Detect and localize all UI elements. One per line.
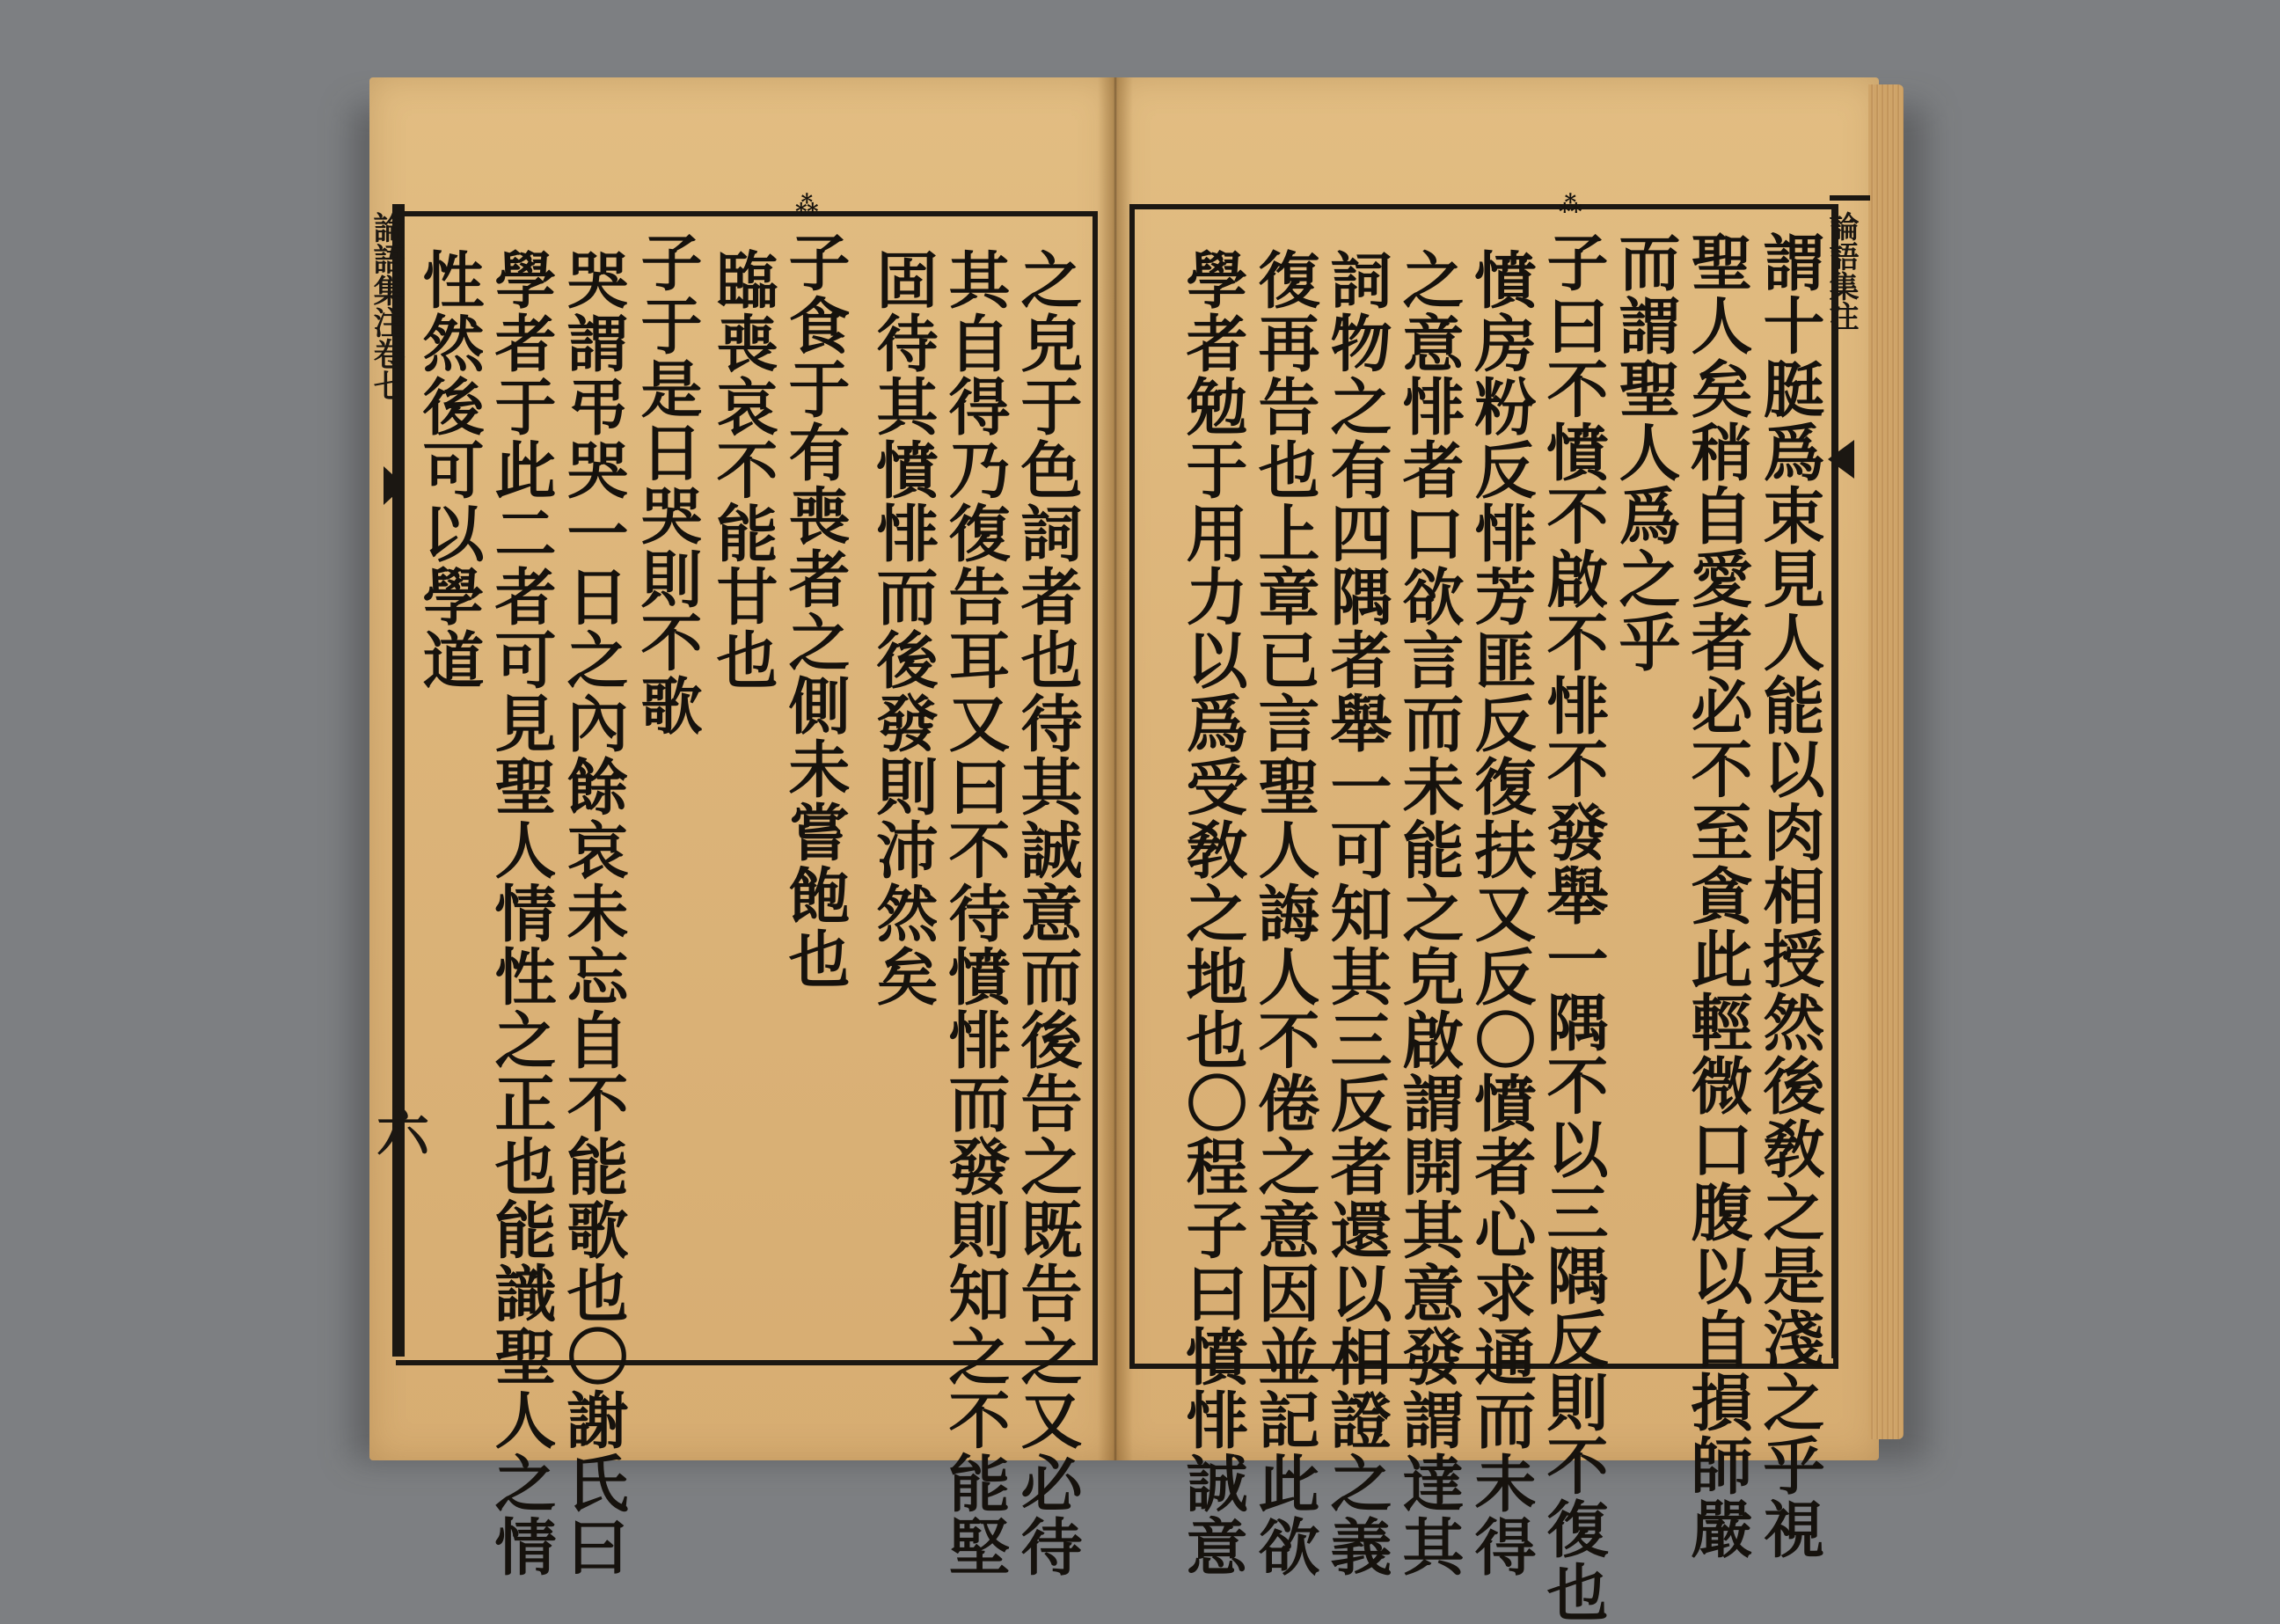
- left-col-3: 固待其憤悱而後發則沛然矣: [866, 248, 939, 1008]
- fold-mark-right: [1828, 440, 1854, 479]
- left-col-1: 之皃于色詞者也待其誠意而後告之既告之又必待: [1011, 248, 1084, 1578]
- book-gutter: [1098, 77, 1133, 1460]
- section-marker-left: ⁂: [795, 192, 815, 218]
- right-col-5: 憤房粉反悱芳匪反復扶又反〇憤者心求通而未得: [1465, 248, 1538, 1578]
- left-banxin-title: 論語集注卷七: [369, 211, 406, 401]
- left-col-7: 哭謂弔哭一日之內餘哀未忘自不能歌也〇謝氏曰: [557, 248, 630, 1578]
- right-col-9: 學者勉于用力以爲受敎之地也〇程子曰憤悱誠意: [1176, 248, 1249, 1578]
- banxin-title: 論語集注: [1823, 211, 1859, 331]
- leaf-number: 六: [376, 1102, 429, 1164]
- section-marker-right: ⁂: [1559, 192, 1579, 218]
- right-col-8: 復再告也上章已言聖人誨人不倦之意因並記此欲: [1248, 248, 1321, 1578]
- left-col-2: 其自得乃復告耳又曰不待憤悱而發則知之不能堅: [939, 248, 1012, 1578]
- left-col-6: 子于是日哭則不歌: [631, 230, 704, 737]
- right-col-1: 謂十脡爲束見人能以肉相授然後敎之是淺之乎視: [1753, 230, 1826, 1561]
- right-col-6: 之意悱者口欲言而未能之皃啟謂開其意發謂達其: [1392, 248, 1465, 1578]
- left-col-8: 學者于此二者可見聖人情性之正也能識聖人之情: [485, 248, 558, 1578]
- left-col-9: 性然後可以學道: [413, 248, 486, 691]
- page-edges: [1868, 84, 1904, 1439]
- left-col-5: 臨喪哀不能甘也: [706, 248, 779, 691]
- right-banxin: [1823, 204, 1865, 1358]
- right-col-2: 聖人矣稍自愛者必不至貪此輕微口腹以自損師嚴: [1681, 230, 1754, 1561]
- fold-mark-left: [384, 466, 405, 505]
- right-col-7: 詞物之有四隅者舉一可知其三反者還以相證之義: [1320, 248, 1393, 1578]
- left-col-4: 子食于有喪者之側未嘗飽也: [778, 230, 851, 991]
- right-col-3: 而謂聖人爲之乎: [1609, 230, 1682, 674]
- right-col-4: 子曰不憤不啟不悱不發舉一隅不以三隅反則不復也: [1537, 230, 1610, 1624]
- banxin-top-rule: [1830, 195, 1870, 201]
